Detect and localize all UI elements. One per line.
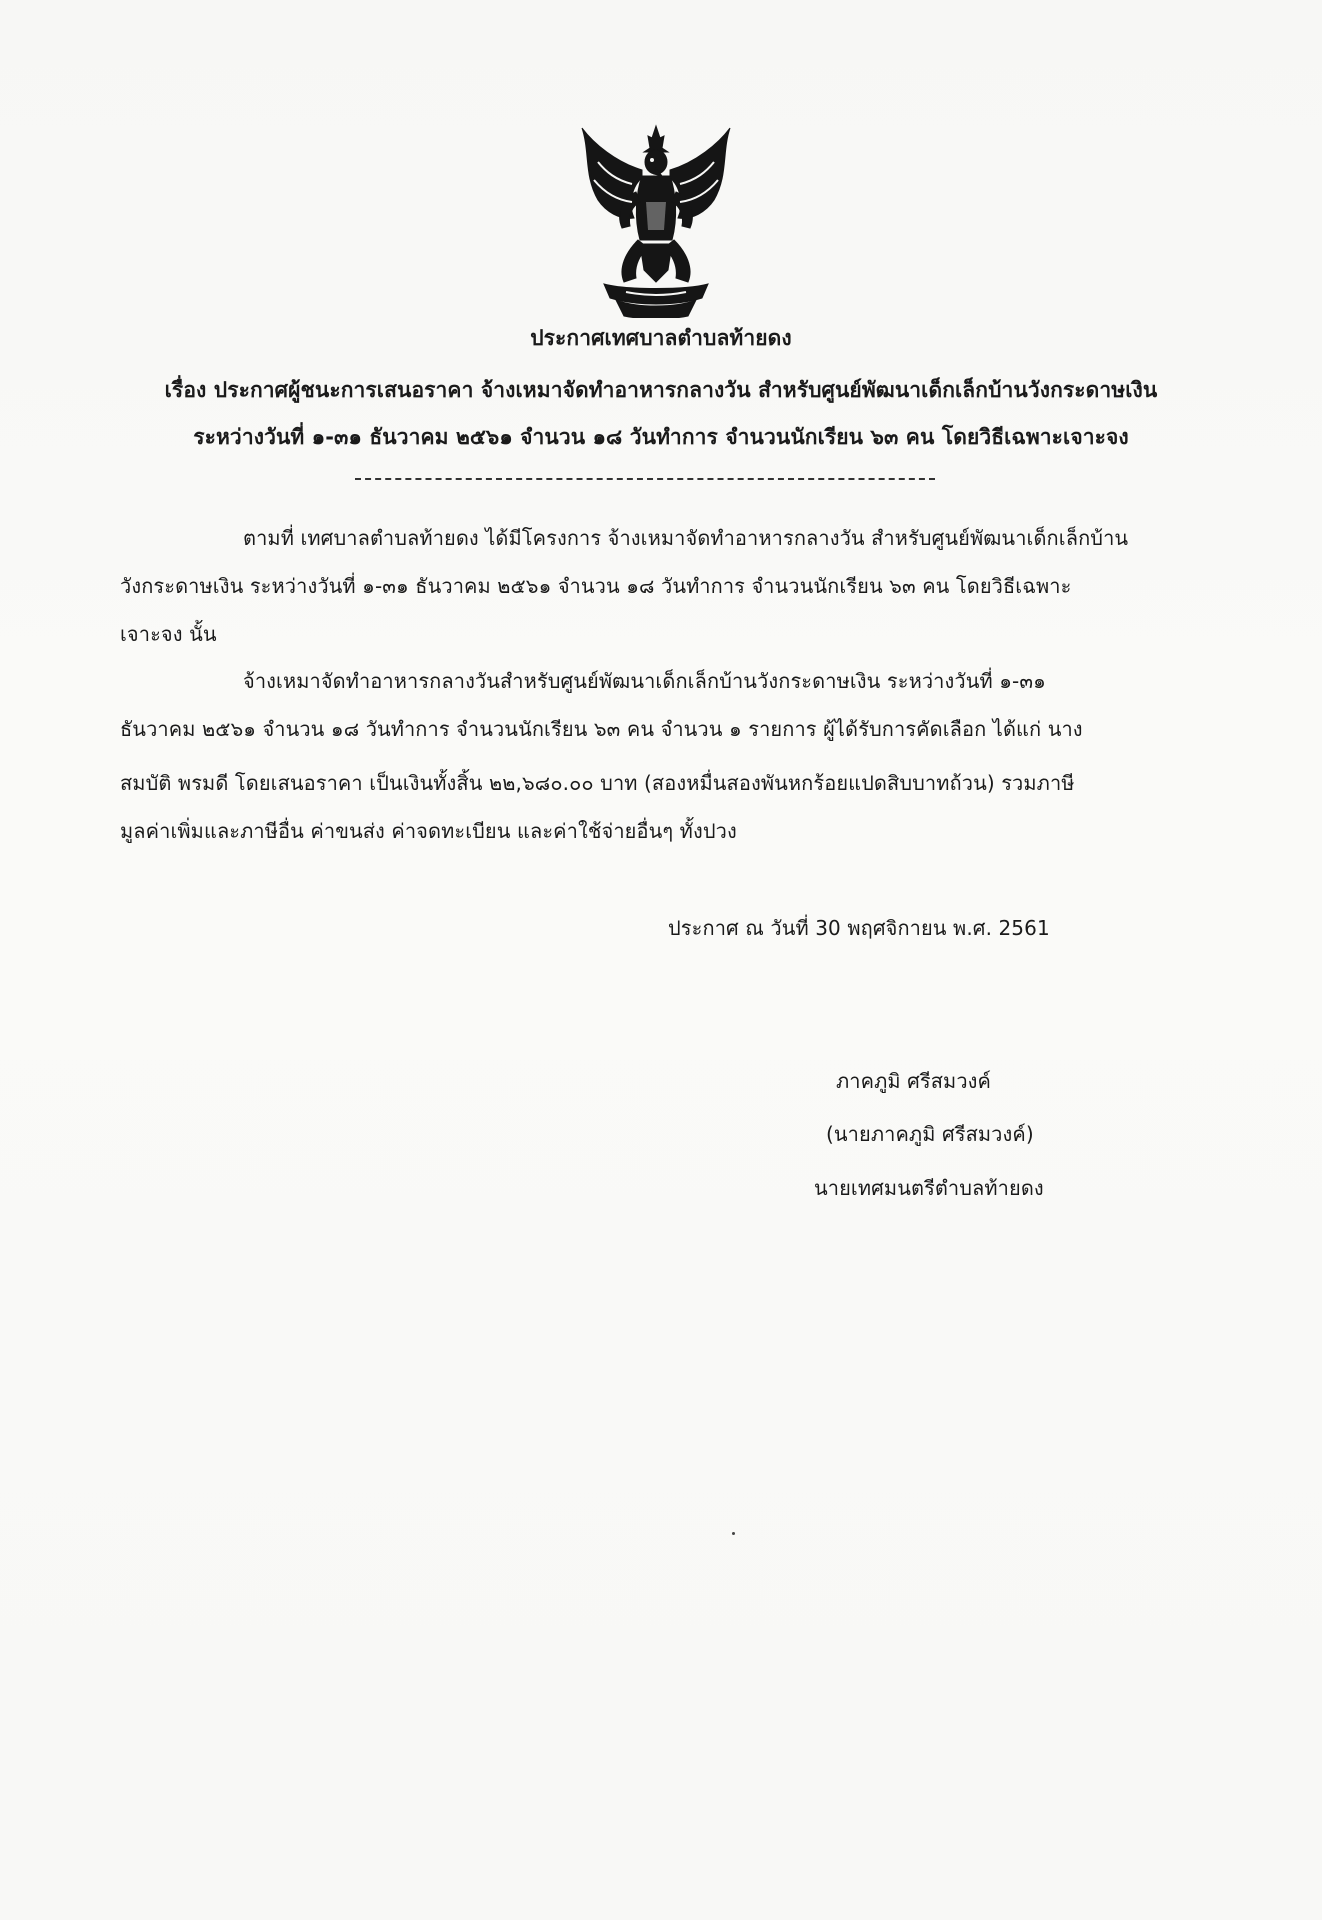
paragraph-2-line-2: ธันวาคม ๒๕๖๑ จำนวน ๑๘ วันทำการ จำนวนนักเรียน ๖๓ คน จำนวน ๑ รายการ ผู้ได้รับการคัดเลือก ได้แก่ นาง: [120, 717, 1083, 741]
signatory-full-name: (นายภาคภูมิ ศรีสมวงค์): [826, 1122, 1034, 1146]
paragraph-1-line-3: เจาะจง นั้น: [120, 622, 217, 646]
paragraph-2-line-1: จ้างเหมาจัดทำอาหารกลางวันสำหรับศูนย์พัฒนาเด็กเล็กบ้านวังกระดาษเงิน ระหว่างวันที่ ๑-๓๑: [243, 669, 1046, 693]
subject-line-1: เรื่อง ประกาศผู้ชนะการเสนอราคา จ้างเหมาจัดทำอาหารกลางวัน สำหรับศูนย์พัฒนาเด็กเล็กบ้านวังกระดาษเงิน: [164, 378, 1158, 402]
subject-line-2: ระหว่างวันที่ ๑-๓๑ ธันวาคม ๒๕๖๑ จำนวน ๑๘ วันทำการ จำนวนนักเรียน ๖๓ คน โดยวิธีเฉพาะเจาะจง: [193, 425, 1129, 449]
scan-speck: [732, 1532, 735, 1535]
paragraph-2-line-3: สมบัติ พรมดี โดยเสนอราคา เป็นเงินทั้งสิ้น ๒๒,๖๘๐.๐๐ บาท (สองหมื่นสองพันหกร้อยแปดสิบบาทถ้วน) รวมภาษี: [120, 771, 1075, 795]
signature-name: ภาคภูมิ ศรีสมวงค์: [836, 1069, 992, 1093]
dashed-divider: [355, 478, 935, 480]
paragraph-1-line-2: วังกระดาษเงิน ระหว่างวันที่ ๑-๓๑ ธันวาคม ๒๕๖๑ จำนวน ๑๘ วันทำการ จำนวนนักเรียน ๖๓ คน โดยวิธีเฉพาะ: [120, 574, 1072, 598]
paragraph-1-line-1: ตามที่ เทศบาลตำบลท้ายดง ได้มีโครงการ จ้างเหมาจัดทำอาหารกลางวัน สำหรับศูนย์พัฒนาเด็กเล็กบ้าน: [243, 526, 1129, 550]
signatory-position: นายเทศมนตรีตำบลท้ายดง: [814, 1176, 1044, 1200]
document-title: ประกาศเทศบาลตำบลท้ายดง: [530, 326, 792, 350]
announce-date: ประกาศ ณ วันที่ 30 พฤศจิกายน พ.ศ. 2561: [668, 916, 1050, 940]
paragraph-2-line-4: มูลค่าเพิ่มและภาษีอื่น ค่าขนส่ง ค่าจดทะเบียน และค่าใช้จ่ายอื่นๆ ทั้งปวง: [120, 819, 737, 843]
garuda-emblem-icon: [575, 122, 737, 318]
